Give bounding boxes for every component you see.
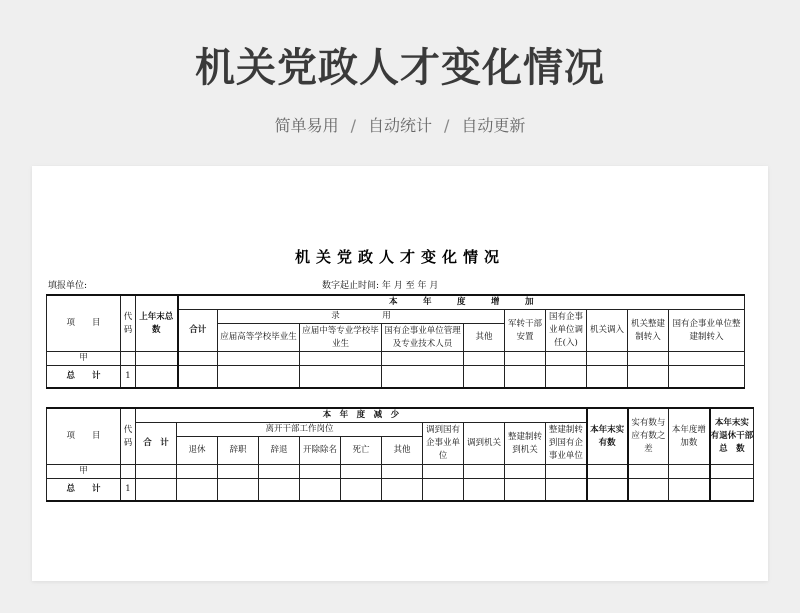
col-bulk-to-soe: 整建制转到国有企事业单位 <box>546 423 587 465</box>
cell-input[interactable] <box>546 479 587 501</box>
cell-input[interactable] <box>505 366 546 388</box>
cell-input[interactable] <box>505 479 546 501</box>
leave-post-header: 离开干部工作岗位 <box>177 423 423 437</box>
year-end-count-header: 本年末实有数 <box>587 408 628 465</box>
cell-input[interactable] <box>628 479 669 501</box>
col-agency-transfer-in: 机关调入 <box>587 310 628 352</box>
item-header: 项 目 <box>47 408 121 465</box>
cell-input[interactable] <box>464 366 505 388</box>
cell-input[interactable] <box>423 479 464 501</box>
recruit-header: 录 用 <box>218 310 505 324</box>
cell-input[interactable] <box>300 479 341 501</box>
col-death: 死亡 <box>341 437 382 465</box>
cell-input[interactable] <box>382 366 464 388</box>
item-header: 项 目 <box>47 295 121 352</box>
diff-header: 实有数与应有数之差 <box>628 408 669 465</box>
col-other: 其他 <box>382 437 423 465</box>
cell-input[interactable] <box>628 366 669 388</box>
total-row-code: 1 <box>121 479 136 501</box>
col-vocational-grads: 应届中等专业学校毕业生 <box>300 324 382 352</box>
separator: / <box>444 116 450 135</box>
tag-easy: 简单易用 <box>274 116 339 135</box>
col-army-transfer: 军转干部安置 <box>505 310 546 352</box>
increase-count-header: 本年度增加数 <box>669 408 710 465</box>
code-header: 代码 <box>121 295 136 352</box>
col-college-grads: 应届高等学校毕业生 <box>218 324 300 352</box>
col-expel: 开除除名 <box>300 437 341 465</box>
jia-row-label: 甲 <box>47 465 121 479</box>
code-header: 代码 <box>121 408 136 465</box>
decrease-section-header: 本 年 度 减 少 <box>136 408 587 423</box>
jia-row-label: 甲 <box>47 352 121 366</box>
col-agency-bulk-transfer-in: 机关整建制转入 <box>628 310 669 352</box>
cell-input[interactable] <box>382 479 423 501</box>
prev-year-total-header: 上年末总数 <box>136 295 178 352</box>
col-bulk-to-agency: 整建制转到机关 <box>505 423 546 465</box>
hero-title: 机关党政人才变化情况 <box>195 45 605 91</box>
cell-input[interactable] <box>341 479 382 501</box>
col-resign: 辞职 <box>218 437 259 465</box>
col-retire: 退休 <box>177 437 218 465</box>
cell-input[interactable] <box>136 479 177 501</box>
cell-input[interactable] <box>710 479 754 501</box>
tag-auto-stats: 自动统计 <box>367 116 432 135</box>
col-to-soe: 调到国有企事业单 位 <box>423 423 464 465</box>
time-range-label: 数字起止时间: 年 月 至 年 月 <box>322 281 439 291</box>
decrease-table <box>46 407 758 502</box>
retired-total-header: 本年末实 有退休干部总 数 <box>710 408 754 465</box>
col-to-agency: 调到机关 <box>464 423 505 465</box>
cell-input[interactable] <box>546 366 587 388</box>
separator: / <box>350 116 356 135</box>
decrease-total-header: 合 计 <box>136 423 177 465</box>
cell-input[interactable] <box>218 479 259 501</box>
col-soe-transfer-in: 国有企事业单位调任(入) <box>546 310 587 352</box>
total-row-label: 总 计 <box>47 479 121 501</box>
unit-label: 填报单位: <box>48 281 88 291</box>
cell-input[interactable] <box>669 366 745 388</box>
cell-input[interactable] <box>587 479 628 501</box>
increase-total-header: 合计 <box>178 310 218 352</box>
increase-section-header: 本 年 度 增 加 <box>178 295 745 310</box>
document-sheet <box>32 166 768 581</box>
cell-input[interactable] <box>587 366 628 388</box>
col-soe-bulk-transfer-in: 国有企事业单位整建制转入 <box>669 310 745 352</box>
cell-input[interactable] <box>669 479 710 501</box>
col-soe-staff: 国有企事业单位管理及专业技术人员 <box>382 324 464 352</box>
total-row-code: 1 <box>121 366 136 388</box>
cell-input[interactable] <box>177 479 218 501</box>
cell-input[interactable] <box>300 366 382 388</box>
cell-input[interactable] <box>136 366 178 388</box>
cell-input[interactable] <box>464 479 505 501</box>
cell-input[interactable] <box>218 366 300 388</box>
col-other: 其他 <box>464 324 505 352</box>
feature-tags <box>0 113 800 136</box>
col-dismiss: 辞退 <box>259 437 300 465</box>
total-row-label: 总 计 <box>47 366 121 388</box>
cell-input[interactable] <box>178 366 218 388</box>
tag-auto-update: 自动更新 <box>461 116 526 135</box>
document-title: 机关党政人才变化情况 <box>294 248 505 266</box>
increase-table <box>46 294 745 389</box>
cell-input[interactable] <box>259 479 300 501</box>
